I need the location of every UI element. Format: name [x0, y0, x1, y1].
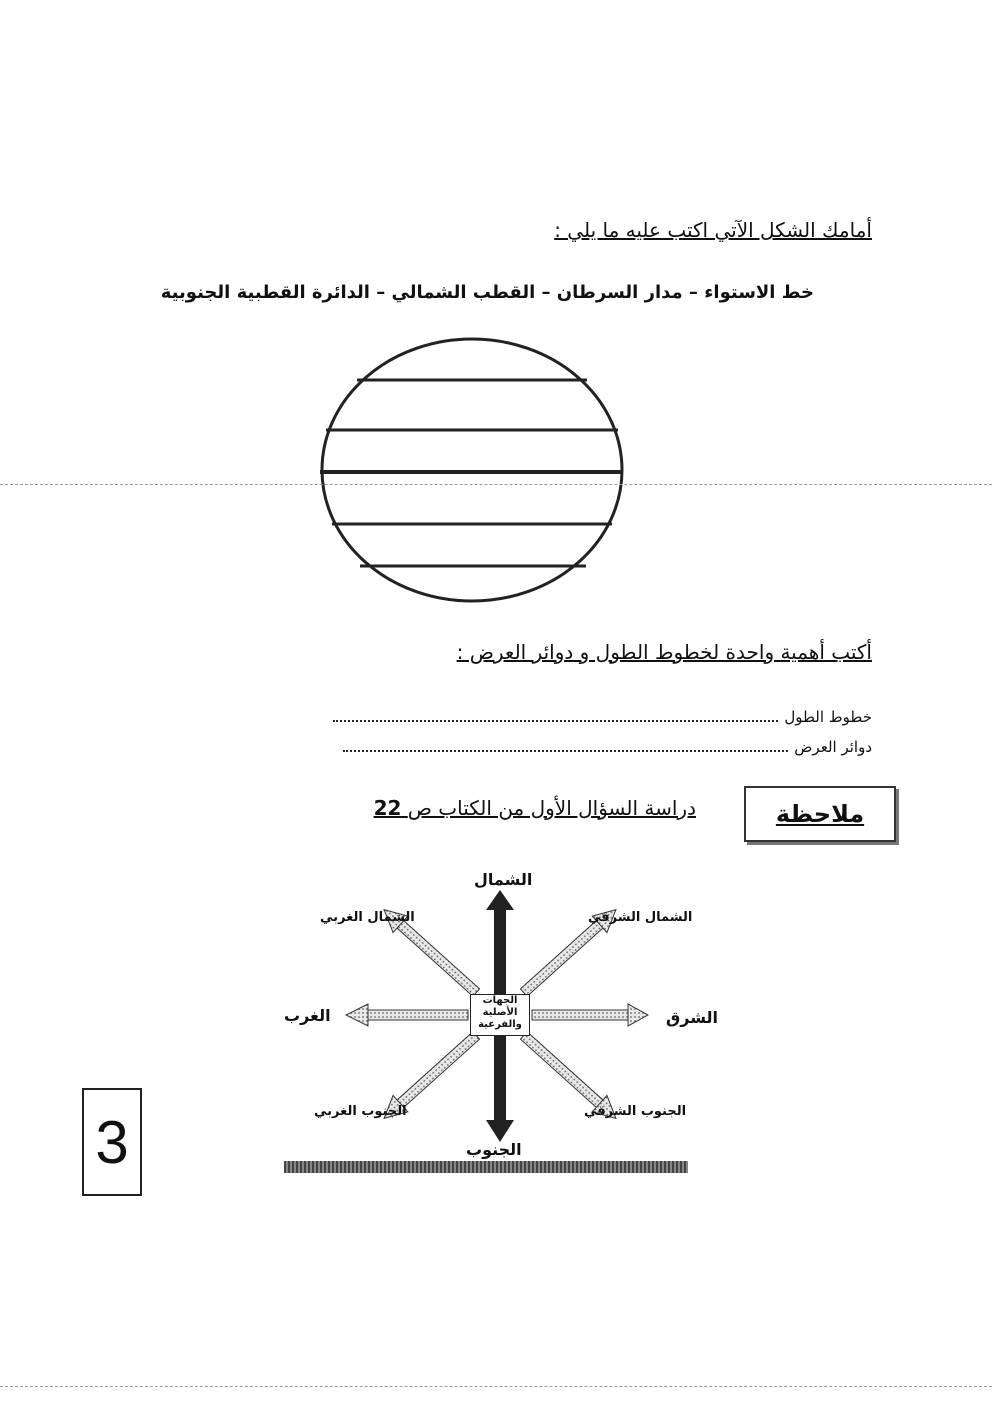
question-1-terms: خط الاستواء – مدار السرطان – القطب الشمالي – الدائرة القطبية الجنوبية [160, 282, 814, 303]
question-1-title: أمامك الشكل الآتي اكتب عليه ما يلي : [554, 218, 872, 242]
label-east: الشرق [666, 1008, 719, 1027]
longitude-label: خطوط الطول [784, 708, 872, 726]
note-label-box [744, 786, 896, 842]
latitude-answer-row [343, 738, 872, 756]
center-label-line-3: والفرعية [478, 1019, 522, 1030]
latitude-answer-line[interactable] [343, 746, 788, 752]
fold-line [0, 484, 992, 485]
note-label: ملاحظة [775, 800, 865, 828]
note-page-number: 22 [373, 796, 402, 820]
page-number: 3 [95, 1108, 129, 1176]
globe-diagram [300, 336, 640, 608]
label-southwest: الجنوب الغربي [314, 1104, 407, 1119]
page-number-box [82, 1088, 142, 1196]
compass-ground-bar [284, 1161, 688, 1173]
label-south: الجنوب [466, 1140, 522, 1159]
label-west: الغرب [284, 1006, 331, 1025]
center-label-line-1: الجهات [482, 995, 518, 1006]
label-north: الشمال [474, 870, 533, 889]
label-northwest: الشمال الغربي [320, 910, 415, 925]
label-northeast: الشمال الشرقي [588, 910, 693, 925]
note-text-prefix: دراسة السؤال الأول من الكتاب ص [407, 796, 696, 820]
center-label-line-2: الأصلية [482, 1007, 518, 1018]
label-southeast: الجنوب الشرقي [584, 1104, 687, 1119]
latitude-label: دوائر العرض [794, 738, 872, 756]
arrow-south [486, 1036, 514, 1142]
longitude-answer-line[interactable] [333, 716, 778, 722]
arrow-west [346, 1004, 468, 1026]
arrow-north [486, 890, 514, 994]
compass-center-label [470, 994, 530, 1036]
longitude-answer-row [333, 708, 872, 726]
bottom-edge-line [0, 1386, 992, 1387]
note-text [374, 796, 696, 820]
arrow-east [532, 1004, 648, 1026]
question-2-title: أكتب أهمية واحدة لخطوط الطول و دوائر العرض : [456, 640, 872, 664]
